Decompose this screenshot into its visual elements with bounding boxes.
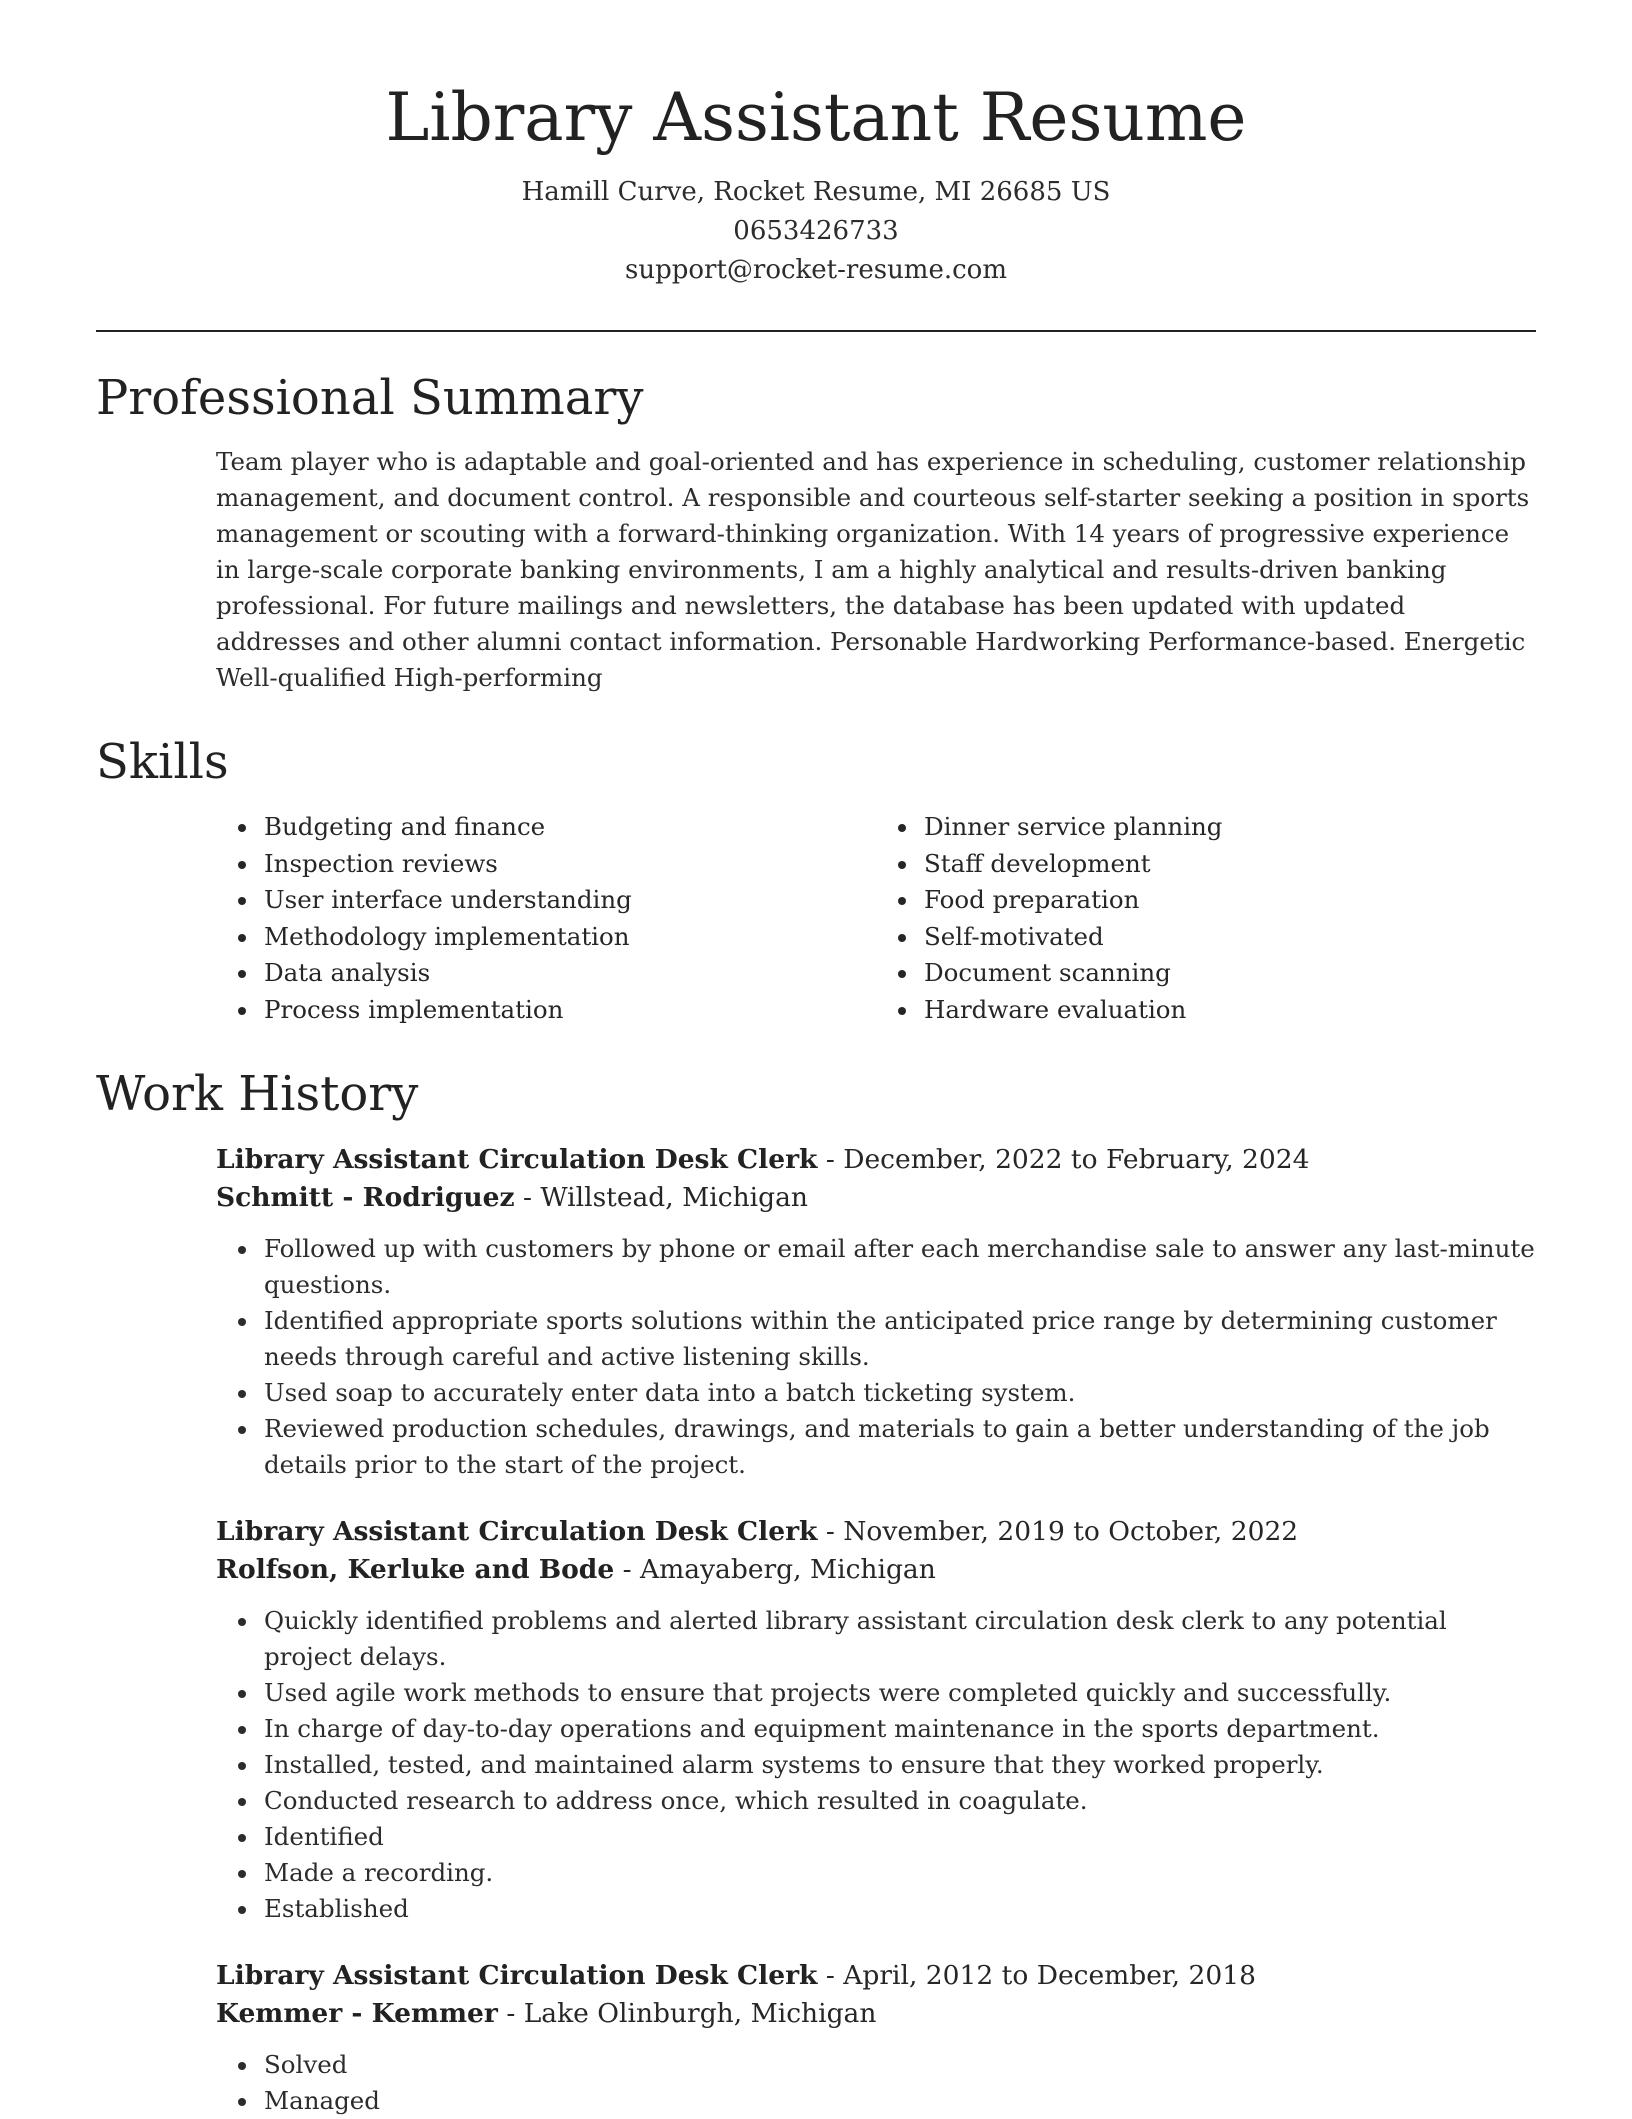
- job-title-line: [216, 1513, 1536, 1551]
- job-bullet: • Established: [260, 1891, 1536, 1927]
- job-bullet: • Managed: [260, 2083, 1536, 2119]
- job-company-line: [216, 1551, 1536, 1589]
- job-company-line: [216, 1179, 1536, 1217]
- job-title-line: [216, 1957, 1536, 1995]
- job-bullets: [216, 1231, 1536, 1483]
- job-bullet: • Made a recording.: [260, 1855, 1536, 1891]
- job-location: Amayaberg, Michigan: [640, 1553, 936, 1585]
- job-entry: [216, 1957, 1536, 2119]
- resume-header: [96, 0, 1536, 290]
- separator: -: [506, 1997, 524, 2029]
- skill-item: • Staff development: [920, 846, 1536, 883]
- job-bullet: • Used soap to accurately enter data into a batch ticketing system.: [260, 1375, 1536, 1411]
- job-bullet: • Identified: [260, 1819, 1536, 1855]
- job-dates: November, 2019 to October, 2022: [843, 1515, 1299, 1547]
- skill-item: • Food preparation: [920, 882, 1536, 919]
- summary-heading: Professional Summary: [96, 369, 644, 426]
- job-dates: December, 2022 to February, 2024: [843, 1143, 1310, 1175]
- job-dates: April, 2012 to December, 2018: [843, 1959, 1256, 1991]
- work-history-heading: Work History: [96, 1066, 419, 1123]
- job-title: Library Assistant Circulation Desk Clerk: [216, 1143, 818, 1175]
- job-title-line: [216, 1141, 1536, 1179]
- separator: -: [522, 1181, 541, 1213]
- page-title: Library Assistant Resume: [385, 79, 1247, 156]
- skills-column-left: [216, 809, 876, 1028]
- skill-item: • Methodology implementation: [260, 919, 876, 956]
- job-bullet: • Followed up with customers by phone or email after each merchandise sale to answer any last-minute questions.: [260, 1231, 1536, 1303]
- contact-address: Hamill Curve, Rocket Resume, MI 26685 US: [521, 176, 1111, 207]
- separator: -: [825, 1143, 844, 1175]
- separator: -: [622, 1553, 641, 1585]
- skill-item: • Document scanning: [920, 955, 1536, 992]
- skill-item: • Budgeting and finance: [260, 809, 876, 846]
- job-location: Willstead, Michigan: [540, 1181, 808, 1213]
- skill-item: • Hardware evaluation: [920, 992, 1536, 1029]
- job-entry: [216, 1513, 1536, 1927]
- contact-email: support@rocket-resume.com: [624, 254, 1007, 285]
- separator: -: [825, 1515, 844, 1547]
- job-bullet: • Quickly identified problems and alerted library assistant circulation desk clerk to any potential project delays.: [260, 1603, 1536, 1675]
- skill-item: • Inspection reviews: [260, 846, 876, 883]
- job-company: Kemmer - Kemmer: [216, 1997, 498, 2029]
- skill-item: • Dinner service planning: [920, 809, 1536, 846]
- job-bullets: [216, 2047, 1536, 2119]
- contact-phone: 0653426733: [733, 215, 899, 246]
- job-title: Library Assistant Circulation Desk Clerk: [216, 1959, 818, 1991]
- header-divider: [96, 330, 1536, 332]
- job-bullets: [216, 1603, 1536, 1927]
- job-entry: [216, 1141, 1536, 1483]
- job-company: Rolfson, Kerluke and Bode: [216, 1553, 615, 1585]
- job-bullet: • Used agile work methods to ensure that projects were completed quickly and successfully.: [260, 1675, 1536, 1711]
- skills-list: [216, 809, 1536, 1028]
- skill-item: • Self-motivated: [920, 919, 1536, 956]
- job-company: Schmitt - Rodriguez: [216, 1181, 515, 1213]
- skill-item: • Data analysis: [260, 955, 876, 992]
- job-bullet: • In charge of day-to-day operations and equipment maintenance in the sports department.: [260, 1711, 1536, 1747]
- job-title: Library Assistant Circulation Desk Clerk: [216, 1515, 818, 1547]
- skills-column-right: [876, 809, 1536, 1028]
- job-bullet: • Solved: [260, 2047, 1536, 2083]
- summary-text: Team player who is adaptable and goal-oriented and has experience in scheduling, customer relationship management, and document control. A responsible and courteous self-starter seeking a position in sports management or scouting with a forward-thinking organization. With 14 years of progressive experience in large-scale corporate banking environments, I am a highly analytical and results-driven banking professional. For future mailings and newsletters, the database has been updated with updated addresses and other alumni contact information. Personable Hardworking Performance-based. Energetic Well-qualified High-performing: [216, 447, 1530, 693]
- job-bullet: • Reviewed production schedules, drawings, and materials to gain a better understanding of the job details prior to the start of the project.: [260, 1411, 1536, 1483]
- job-bullet: • Conducted research to address once, which resulted in coagulate.: [260, 1783, 1536, 1819]
- job-location: Lake Olinburgh, Michigan: [523, 1997, 877, 2029]
- skill-item: • User interface understanding: [260, 882, 876, 919]
- job-bullet: • Installed, tested, and maintained alarm systems to ensure that they worked properly.: [260, 1747, 1536, 1783]
- job-bullet: • Identified appropriate sports solutions within the anticipated price range by determining customer needs through careful and active listening skills.: [260, 1303, 1536, 1375]
- separator: -: [825, 1959, 844, 1991]
- job-company-line: [216, 1995, 1536, 2033]
- skills-heading: Skills: [96, 734, 229, 791]
- skill-item: • Process implementation: [260, 992, 876, 1029]
